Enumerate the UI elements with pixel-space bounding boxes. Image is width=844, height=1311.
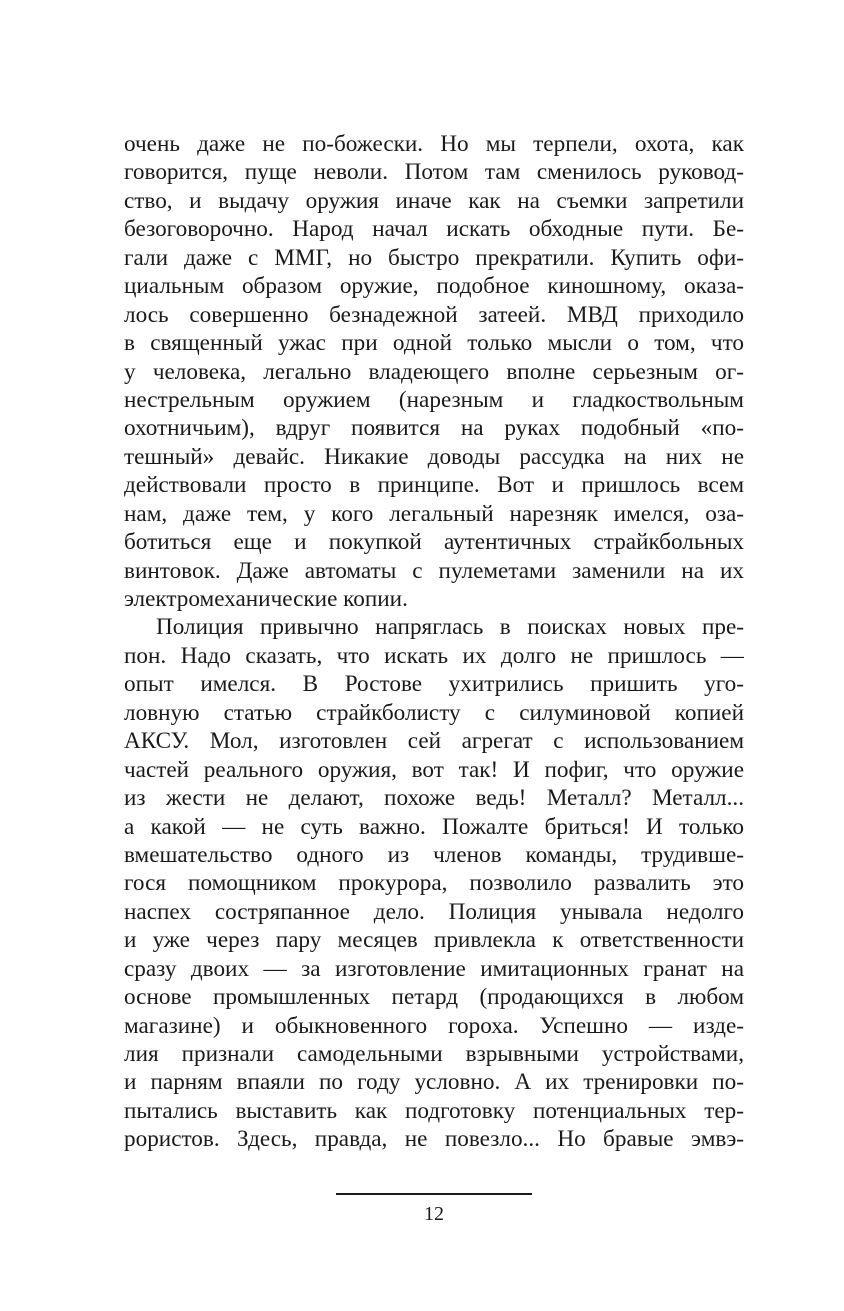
paragraph-1 bbox=[124, 130, 744, 613]
text-line: безоговорочно. Народ начал искать обходные пути. Бе- bbox=[124, 216, 744, 243]
text-line: тешный» девайс. Никакие доводы рассудка на них не bbox=[124, 443, 744, 470]
text-line: АКСУ. Мол, изготовлен сей агрегат с использованием bbox=[124, 728, 744, 755]
page-number: 12 bbox=[424, 1203, 444, 1225]
text-line: у человека, легально владеющего вполне серьезным ог- bbox=[124, 358, 744, 385]
footer-rule bbox=[336, 1193, 532, 1195]
text-line: из жести не делают, похоже ведь! Металл? Металл... bbox=[124, 785, 744, 812]
text-line: пытались выставить как подготовку потенциальных тер- bbox=[124, 1097, 744, 1124]
text-line: циальным образом оружие, подобное киношному, оказа- bbox=[124, 273, 744, 300]
text-line: очень даже не по-божески. Но мы терпели, охота, как bbox=[124, 131, 744, 157]
text-line: в священный ужас при одной только мысли о том, что bbox=[124, 330, 744, 357]
paragraph-2 bbox=[124, 613, 744, 1153]
text-line: лось совершенно безнадежной затеей. МВД приходило bbox=[124, 301, 744, 328]
text-line: вмешательство одного из членов команды, трудивше- bbox=[124, 841, 744, 868]
text-line: пон. Надо сказать, что искать их долго не пришлось — bbox=[124, 642, 744, 669]
text-line: Полиция привычно напряглась в поисках новых пре- bbox=[156, 614, 744, 641]
text-line: охотничьим), вдруг появится на руках подобный «по- bbox=[124, 415, 744, 442]
text-line: магазине) и обыкновенного гороха. Успешно — изде- bbox=[124, 1012, 744, 1039]
text-line: нестрельным оружием (нарезным и гладкоствольным bbox=[124, 386, 744, 413]
text-line: ловную статью страйкболисту с силуминовой копией bbox=[124, 699, 744, 726]
text-line: лия признали самодельными взрывными устройствами, bbox=[124, 1041, 744, 1067]
text-line: гали даже с ММГ, но быстро прекратили. Купить офи- bbox=[124, 244, 744, 271]
text-line: и уже через пару месяцев привлекла к ответственности bbox=[124, 927, 744, 954]
text-line: и парням впаяли по году условно. А их тренировки по- bbox=[124, 1069, 744, 1096]
text-line: гося помощником прокурора, позволило развалить это bbox=[124, 870, 744, 897]
text-line: а какой — не суть важно. Пожалте бриться! И только bbox=[124, 813, 744, 840]
text-line: ство, и выдачу оружия иначе как на съемки запретили bbox=[124, 187, 744, 214]
text-line: частей реального оружия, вот так! И пофиг, что оружие bbox=[124, 756, 744, 783]
text-line: электромеханические копии. bbox=[124, 586, 408, 612]
text-line: рористов. Здесь, правда, не повезло... Но бравые эмвэ- bbox=[124, 1126, 744, 1153]
text-line: основе промышленных петард (продающихся в любом bbox=[124, 984, 744, 1011]
text-line: опыт имелся. В Ростове ухитрились пришить уго- bbox=[124, 671, 744, 698]
text-line: наспех состряпанное дело. Полиция унывала недолго bbox=[124, 898, 744, 925]
text-line: винтовок. Даже автоматы с пулеметами заменили на их bbox=[124, 557, 744, 584]
text-line: говорится, пуще неволи. Потом там сменилось руковод- bbox=[124, 159, 744, 186]
text-line: нам, даже тем, у кого легальный нарезняк имелся, оза- bbox=[124, 500, 744, 527]
text-line: ботиться еще и покупкой аутентичных страйкбольных bbox=[124, 529, 744, 556]
text-line: сразу двоих — за изготовление имитационных гранат на bbox=[124, 955, 744, 982]
text-line: действовали просто в принципе. Вот и пришлось всем bbox=[124, 472, 744, 499]
body-text bbox=[124, 130, 744, 1154]
